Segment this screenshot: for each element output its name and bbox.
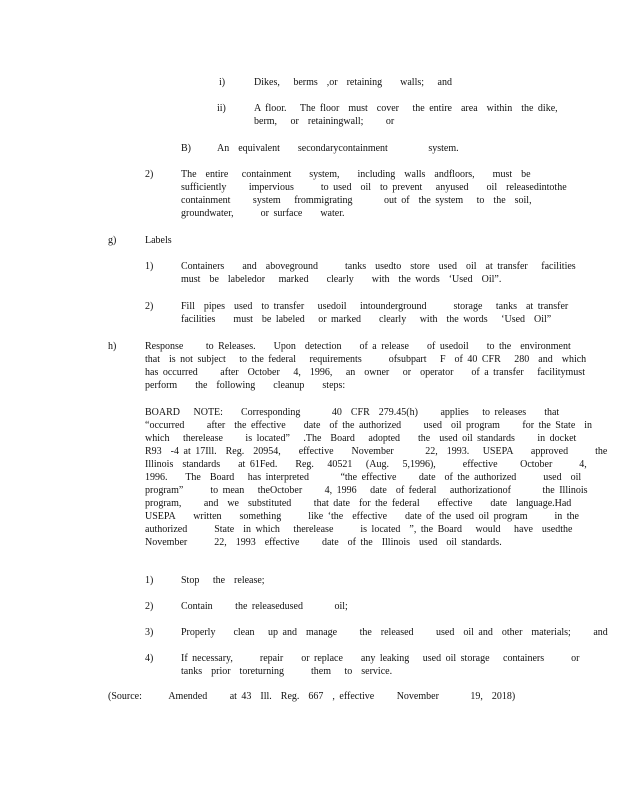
item-label-i: i) [219,77,226,88]
board-note-line-3: which therelease is located” .The Board adopted the used oil standards in docket [145,433,577,444]
board-note-line-6: 1996. The Board has interpreted “the effective date of the authorized used oil [145,472,582,483]
board-note-line-5: Illinois standards at 61Fed. Reg. 40521 (Aug. 5,1996), effective October 4, [145,459,587,470]
section-h-line-3: has occurred after October 4, 1996, an owner or operator of a transfer facilitymust [145,367,585,378]
item-2-line-2: sufficiently impervious to used oil to prevent anyused oil releasedintothe [181,182,567,193]
step-3-line-1: Properly clean up and manage the released used oil and other materials; and [181,627,608,638]
board-note-line-9: USEPA written something like ‘the effective date of the used oil program in the [145,511,579,522]
labels-item-label-1: 1) [145,261,154,272]
item-i-line-1: Dikes, berms ,or retaining walls; and [254,77,452,88]
step-4-line-1: If necessary, repair or replace any leaking used oil storage containers or [181,653,580,664]
board-note-line-11: November 22, 1993 effective date of the Illinois used oil standards. [145,537,502,548]
step-2-line-1: Contain the releasedused oil; [181,601,348,612]
section-h-line-1: Response to Releases. Upon detection of a release of usedoil to the environment [145,341,571,352]
board-note-line-1: BOARD NOTE: Corresponding 40 CFR 279.45(h) applies to releases that [145,407,560,418]
labels-item-1-line-2: must be labeledor marked clearly with the words ‘Used Oil”. [181,274,502,285]
step-4-line-2: tanks prior toreturning them to service. [181,666,393,677]
board-note-line-7: program” to mean theOctober 4, 1996 date of federal authorizationof the Illinois [145,485,588,496]
board-note-line-10: authorized State in which therelease is located ”, the Board would have usedthe [145,524,573,535]
board-note-line-4: R93 -4 at 17Ill. Reg. 20954, effective November 22, 1993. USEPA approved the [145,446,608,457]
item-2-line-3: containment system frommigrating out of the system to the soil, [181,195,532,206]
board-note-line-8: program, and we substituted that date for the federal effective date language.Had [145,498,572,509]
source-citation: (Source: Amended at 43 Ill. Reg. 667 , effective November 19, 2018) [108,691,516,702]
step-label-4: 4) [145,653,154,664]
section-heading-labels: Labels [145,235,172,246]
board-note-line-2: “occurred after the effective date of the authorized used oil program for the State in [145,420,593,431]
item-label-2: 2) [145,169,154,180]
step-1-line-1: Stop the release; [181,575,265,586]
item-label-ii: ii) [217,103,226,114]
item-2-line-4: groundwater, or surface water. [181,208,345,219]
item-ii-line-1: A floor. The floor must cover the entire area within the dike, [254,103,558,114]
section-h-line-4: perform the following cleanup steps: [145,380,346,391]
item-2-line-1: The entire containment system, including walls andfloors, must be [181,169,531,180]
step-label-1: 1) [145,575,154,586]
item-label-B: B) [181,143,191,154]
section-label-g: g) [108,235,117,246]
step-label-2: 2) [145,601,154,612]
labels-item-1-line-1: Containers and aboveground tanks usedto store used oil at transfer facilities [181,261,576,272]
labels-item-2-line-2: facilities must be labeled or marked clearly with the words ‘Used Oil” [181,314,552,325]
item-B-line-1: An equivalent secondarycontainment system. [217,143,459,154]
labels-item-label-2: 2) [145,301,154,312]
section-h-line-2: that is not subject to the federal requirements ofsubpart F of 40 CFR 280 and which [145,354,587,365]
item-ii-line-2: berm, or retainingwall; or [254,116,395,127]
labels-item-2-line-1: Fill pipes used to transfer usedoil intounderground storage tanks at transfer [181,301,569,312]
step-label-3: 3) [145,627,154,638]
section-label-h: h) [108,341,117,352]
